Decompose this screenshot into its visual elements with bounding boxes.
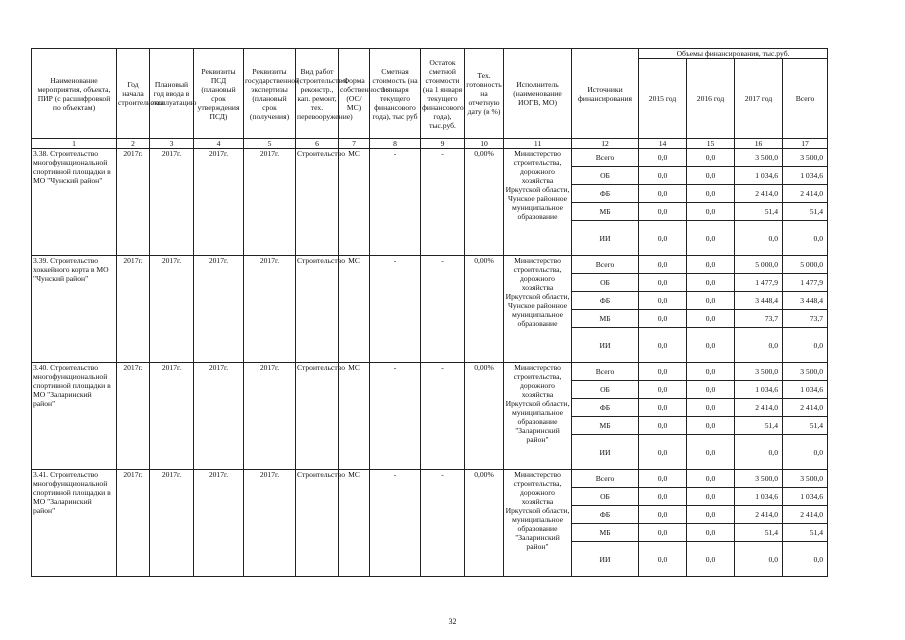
funding-source: МБ	[572, 310, 639, 328]
funding-y2015: 0,0	[639, 185, 687, 203]
column-number: 8	[370, 139, 421, 149]
funding-y2017: 1 034,6	[735, 381, 783, 399]
funding-total: 3 500,0	[783, 470, 828, 488]
funding-y2015: 0,0	[639, 167, 687, 185]
funding-source: ФБ	[572, 506, 639, 524]
column-number: 9	[421, 139, 465, 149]
funding-total: 3 500,0	[783, 149, 828, 167]
header-funding-volume: Объемы финансирования, тыс.руб.	[639, 49, 828, 59]
funding-total: 2 414,0	[783, 399, 828, 417]
funding-y2016: 0,0	[687, 381, 735, 399]
funding-source: МБ	[572, 417, 639, 435]
funding-source: МБ	[572, 203, 639, 221]
column-number: 17	[783, 139, 828, 149]
column-number: 1	[32, 139, 117, 149]
funding-source: ОБ	[572, 488, 639, 506]
funding-y2016: 0,0	[687, 167, 735, 185]
psd-date: 2017г.	[194, 149, 244, 256]
funding-y2015: 0,0	[639, 381, 687, 399]
column-number: 6	[296, 139, 339, 149]
column-number: 15	[687, 139, 735, 149]
funding-y2016: 0,0	[687, 274, 735, 292]
readiness: 0,00%	[465, 363, 504, 470]
funding-y2016: 0,0	[687, 524, 735, 542]
funding-y2017: 51,4	[735, 203, 783, 221]
executor: Министерство строительства, дорожного хозяйства Иркутской области, Чунское районное муниципальное образование	[504, 256, 572, 363]
expertise-date: 2017г.	[244, 256, 296, 363]
header-year-2017: 2017 год	[735, 59, 783, 139]
header-ownership: Форма собственности (ОС/МС)	[339, 49, 370, 139]
funding-y2015: 0,0	[639, 363, 687, 381]
funding-y2017: 2 414,0	[735, 506, 783, 524]
funding-y2016: 0,0	[687, 417, 735, 435]
funding-y2015: 0,0	[639, 470, 687, 488]
column-number: 2	[117, 139, 150, 149]
funding-y2017: 2 414,0	[735, 399, 783, 417]
header-year-2015: 2015 год	[639, 59, 687, 139]
funding-total: 0,0	[783, 221, 828, 256]
column-number: 10	[465, 139, 504, 149]
funding-y2016: 0,0	[687, 221, 735, 256]
funding-source: ИИ	[572, 328, 639, 363]
financing-table	[31, 48, 828, 577]
estimated-cost: -	[370, 149, 421, 256]
header-readiness: Тех. готовность на отчетную дату (в %)	[465, 49, 504, 139]
funding-source: ОБ	[572, 167, 639, 185]
funding-y2016: 0,0	[687, 399, 735, 417]
commission-year: 2017г.	[150, 149, 194, 256]
commission-year: 2017г.	[150, 363, 194, 470]
executor: Министерство строительства, дорожного хозяйства Иркутской области, муниципальное образование "Заларинский район"	[504, 363, 572, 470]
psd-date: 2017г.	[194, 256, 244, 363]
funding-y2015: 0,0	[639, 506, 687, 524]
header-psd: Реквизиты ПСД (плановый срок утверждения ПСД)	[194, 49, 244, 139]
ownership: МС	[339, 363, 370, 470]
funding-total: 1 034,6	[783, 381, 828, 399]
funding-y2016: 0,0	[687, 435, 735, 470]
funding-source: Всего	[572, 149, 639, 167]
funding-y2016: 0,0	[687, 185, 735, 203]
header-year-2016: 2016 год	[687, 59, 735, 139]
project-name: 3.39. Строительство хоккейного корта в МО "Чунский район"	[32, 256, 117, 363]
funding-y2017: 73,7	[735, 310, 783, 328]
funding-y2015: 0,0	[639, 488, 687, 506]
funding-total: 2 414,0	[783, 185, 828, 203]
funding-total: 2 414,0	[783, 506, 828, 524]
funding-total: 51,4	[783, 417, 828, 435]
funding-y2016: 0,0	[687, 292, 735, 310]
column-number-row	[32, 139, 828, 149]
column-number: 3	[150, 139, 194, 149]
funding-y2016: 0,0	[687, 542, 735, 577]
funding-y2016: 0,0	[687, 506, 735, 524]
header-work-type: Вид работ (строительство, реконстр., кап. ремонт, тех. перевооружение)	[296, 49, 339, 139]
funding-y2016: 0,0	[687, 149, 735, 167]
estimated-cost: -	[370, 470, 421, 577]
funding-y2017: 1 034,6	[735, 488, 783, 506]
funding-source: ИИ	[572, 435, 639, 470]
funding-total: 51,4	[783, 203, 828, 221]
header-executor: Исполнитель (наименование ИОГВ, МО)	[504, 49, 572, 139]
remaining-cost: -	[421, 470, 465, 577]
funding-total: 0,0	[783, 435, 828, 470]
page-number: 32	[448, 617, 457, 626]
funding-total: 0,0	[783, 542, 828, 577]
ownership: МС	[339, 149, 370, 256]
funding-y2017: 0,0	[735, 328, 783, 363]
header-funding-sources: Источники финансирования	[572, 49, 639, 139]
column-number: 4	[194, 139, 244, 149]
funding-y2016: 0,0	[687, 488, 735, 506]
funding-y2015: 0,0	[639, 524, 687, 542]
psd-date: 2017г.	[194, 363, 244, 470]
funding-y2017: 51,4	[735, 417, 783, 435]
funding-y2017: 3 448,4	[735, 292, 783, 310]
funding-source: ОБ	[572, 274, 639, 292]
funding-y2015: 0,0	[639, 203, 687, 221]
funding-y2016: 0,0	[687, 328, 735, 363]
funding-y2015: 0,0	[639, 399, 687, 417]
funding-y2017: 51,4	[735, 524, 783, 542]
funding-y2015: 0,0	[639, 256, 687, 274]
funding-total: 1 477,9	[783, 274, 828, 292]
funding-source: ФБ	[572, 185, 639, 203]
funding-total: 73,7	[783, 310, 828, 328]
funding-y2016: 0,0	[687, 310, 735, 328]
project-name: 3.40. Строительство многофункциональной спортивной площадки в МО "Заларинский район"	[32, 363, 117, 470]
work-type: Строительство	[296, 470, 339, 577]
start-year: 2017г.	[117, 256, 150, 363]
executor: Министерство строительства, дорожного хозяйства Иркутской области, муниципальное образование "Заларинский район"	[504, 470, 572, 577]
funding-y2017: 3 500,0	[735, 149, 783, 167]
funding-y2017: 3 500,0	[735, 470, 783, 488]
header-estimated-cost: Сметная стоимость (на 1 января текущего финансового года), тыс руб	[370, 49, 421, 139]
funding-y2017: 0,0	[735, 221, 783, 256]
remaining-cost: -	[421, 149, 465, 256]
funding-y2016: 0,0	[687, 203, 735, 221]
funding-source: МБ	[572, 524, 639, 542]
executor: Министерство строительства, дорожного хозяйства Иркутской области, Чунское районное муниципальное образование	[504, 149, 572, 256]
funding-source: Всего	[572, 470, 639, 488]
funding-total: 3 448,4	[783, 292, 828, 310]
column-number: 16	[735, 139, 783, 149]
funding-y2017: 5 000,0	[735, 256, 783, 274]
funding-total: 1 034,6	[783, 488, 828, 506]
start-year: 2017г.	[117, 149, 150, 256]
work-type: Строительство	[296, 363, 339, 470]
funding-total: 3 500,0	[783, 363, 828, 381]
table-row	[32, 363, 828, 381]
project-name: 3.38. Строительство многофункциональной спортивной площадки в МО "Чунский район"	[32, 149, 117, 256]
start-year: 2017г.	[117, 363, 150, 470]
column-number: 12	[572, 139, 639, 149]
project-name: 3.41. Строительство многофункциональной спортивной площадки в МО "Заларинский район"	[32, 470, 117, 577]
readiness: 0,00%	[465, 256, 504, 363]
financing-table-container	[31, 48, 827, 577]
work-type: Строительство	[296, 256, 339, 363]
start-year: 2017г.	[117, 470, 150, 577]
funding-total: 1 034,6	[783, 167, 828, 185]
table-row	[32, 470, 828, 488]
funding-y2015: 0,0	[639, 435, 687, 470]
funding-source: ФБ	[572, 399, 639, 417]
column-number: 14	[639, 139, 687, 149]
funding-y2015: 0,0	[639, 292, 687, 310]
funding-y2015: 0,0	[639, 328, 687, 363]
funding-source: ФБ	[572, 292, 639, 310]
header-remaining-cost: Остаток сметной стоимости (на 1 января текущего финансового года), тыс.руб.	[421, 49, 465, 139]
commission-year: 2017г.	[150, 256, 194, 363]
header-expertise: Реквизиты государственной экспертизы (плановый срок (получения)	[244, 49, 296, 139]
funding-y2017: 1 477,9	[735, 274, 783, 292]
remaining-cost: -	[421, 256, 465, 363]
table-row	[32, 149, 828, 167]
column-number: 5	[244, 139, 296, 149]
header-total: Всего	[783, 59, 828, 139]
funding-y2015: 0,0	[639, 274, 687, 292]
funding-y2015: 0,0	[639, 310, 687, 328]
column-number: 11	[504, 139, 572, 149]
funding-y2015: 0,0	[639, 542, 687, 577]
column-number: 7	[339, 139, 370, 149]
funding-y2016: 0,0	[687, 470, 735, 488]
table-row	[32, 256, 828, 274]
funding-source: ИИ	[572, 542, 639, 577]
funding-y2017: 3 500,0	[735, 363, 783, 381]
funding-y2015: 0,0	[639, 221, 687, 256]
readiness: 0,00%	[465, 149, 504, 256]
funding-total: 5 000,0	[783, 256, 828, 274]
funding-source: Всего	[572, 363, 639, 381]
table-body	[32, 149, 828, 577]
funding-y2016: 0,0	[687, 256, 735, 274]
funding-source: ОБ	[572, 381, 639, 399]
header-start-year: Год начала строительства	[117, 49, 150, 139]
funding-y2015: 0,0	[639, 149, 687, 167]
header-name: Наименование мероприятия, объекта, ПИР (с расшифровкой по объектам)	[32, 49, 117, 139]
remaining-cost: -	[421, 363, 465, 470]
funding-total: 51,4	[783, 524, 828, 542]
funding-y2017: 2 414,0	[735, 185, 783, 203]
expertise-date: 2017г.	[244, 363, 296, 470]
funding-y2017: 0,0	[735, 542, 783, 577]
funding-y2017: 1 034,6	[735, 167, 783, 185]
ownership: МС	[339, 256, 370, 363]
work-type: Строительство	[296, 149, 339, 256]
header-commission-year: Плановый год ввода в эксплуатацию	[150, 49, 194, 139]
funding-y2016: 0,0	[687, 363, 735, 381]
estimated-cost: -	[370, 256, 421, 363]
funding-source: ИИ	[572, 221, 639, 256]
estimated-cost: -	[370, 363, 421, 470]
commission-year: 2017г.	[150, 470, 194, 577]
readiness: 0,00%	[465, 470, 504, 577]
ownership: МС	[339, 470, 370, 577]
expertise-date: 2017г.	[244, 470, 296, 577]
expertise-date: 2017г.	[244, 149, 296, 256]
psd-date: 2017г.	[194, 470, 244, 577]
funding-y2015: 0,0	[639, 417, 687, 435]
funding-y2017: 0,0	[735, 435, 783, 470]
funding-total: 0,0	[783, 328, 828, 363]
funding-source: Всего	[572, 256, 639, 274]
